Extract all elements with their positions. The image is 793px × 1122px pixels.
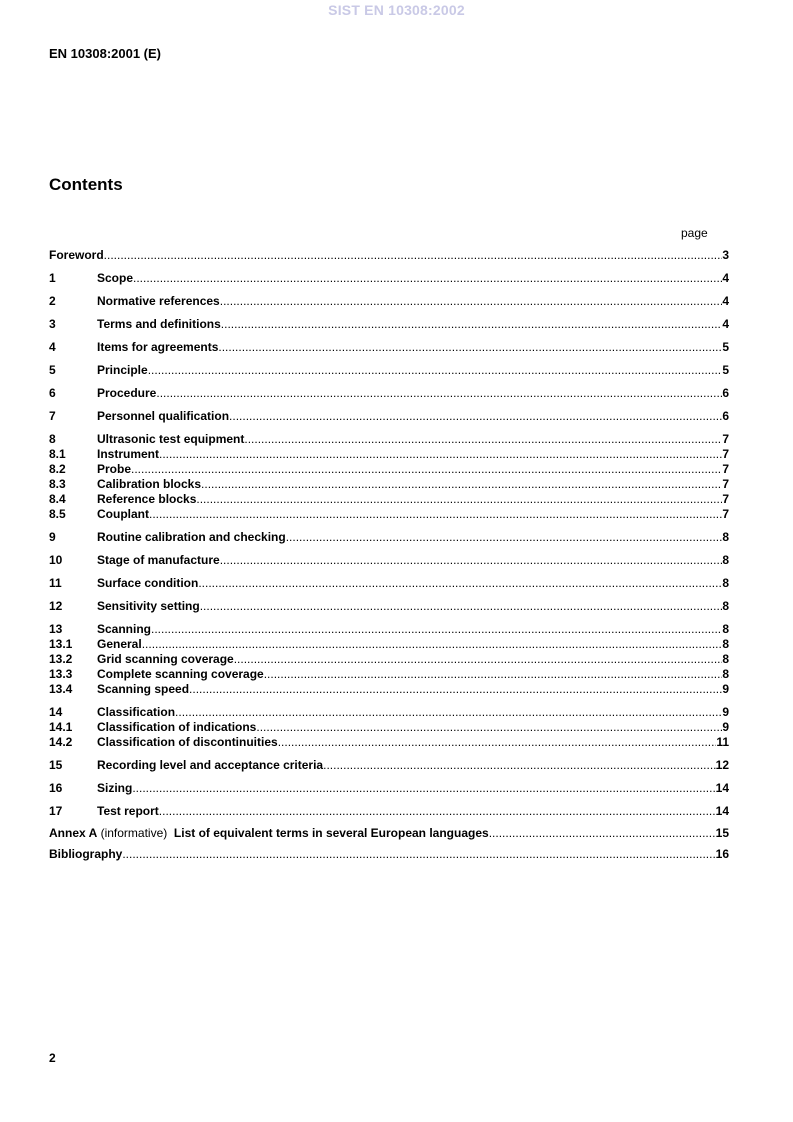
toc-entry-title [97, 576, 198, 591]
toc-entry[interactable] [49, 804, 729, 819]
toc-entry-number: 15 [49, 758, 63, 772]
toc-entry-page: 8 [722, 667, 729, 681]
toc-entry-title [49, 248, 104, 263]
toc-entry[interactable] [49, 637, 729, 652]
dot-leader [244, 432, 722, 447]
toc-entry-page: 7 [722, 447, 729, 461]
toc-entry-title-text: General [97, 637, 142, 651]
dot-leader [149, 507, 722, 522]
toc-entry-title-text: Classification of indications [97, 720, 257, 734]
toc-entry-number: 4 [49, 340, 56, 354]
toc-entry-title [97, 637, 142, 652]
toc-entry-page: 6 [722, 386, 729, 400]
dot-leader [189, 682, 722, 697]
dot-leader [220, 553, 723, 568]
toc-entry-number: 12 [49, 599, 63, 613]
toc-entry-title-text: Classification [97, 705, 176, 719]
toc-entry-number: 8.2 [49, 462, 66, 476]
toc-entry-title [97, 386, 156, 401]
toc-entry-title-text: Bibliography [49, 847, 123, 861]
toc-entry-page: 7 [722, 432, 729, 446]
toc-entry[interactable] [49, 477, 729, 492]
toc-entry-title [49, 847, 122, 862]
page-number: 2 [49, 1051, 56, 1065]
toc-entry-title [97, 622, 151, 637]
toc-entry-title [97, 340, 218, 355]
toc-entry[interactable] [49, 363, 729, 378]
toc-entry-title [97, 530, 286, 545]
dot-leader [131, 462, 722, 477]
toc-entry-page: 14 [715, 781, 729, 795]
toc-entry[interactable] [49, 530, 729, 545]
toc-entry-page: 8 [722, 530, 729, 544]
dot-leader [256, 720, 722, 735]
dot-leader [104, 248, 723, 263]
dot-leader [156, 386, 722, 401]
dot-leader [159, 447, 722, 462]
toc-entry[interactable] [49, 682, 729, 697]
toc-entry-title-text: Personnel qualification [97, 409, 230, 423]
table-of-contents [49, 248, 729, 862]
toc-entry[interactable] [49, 826, 729, 841]
toc-entry-title-text: Classification of discontinuities [97, 735, 278, 749]
toc-entry-page: 14 [715, 804, 729, 818]
toc-entry-number: 8 [49, 432, 56, 446]
toc-entry-title-text: Foreword [49, 248, 104, 262]
toc-entry-page: 9 [722, 705, 729, 719]
toc-entry[interactable] [49, 781, 729, 796]
toc-entry-title-text: Calibration blocks [97, 477, 202, 491]
toc-entry-title-text: Scanning speed [97, 682, 190, 696]
toc-entry-number: 8.4 [49, 492, 66, 506]
toc-entry-page: 11 [716, 735, 729, 749]
toc-entry-title-text: Scanning [97, 622, 152, 636]
toc-entry-title-text: Reference blocks [97, 492, 197, 506]
toc-entry-number: 10 [49, 553, 63, 567]
toc-entry-title-text: Probe [97, 462, 132, 476]
toc-entry-number: 8.3 [49, 477, 66, 491]
toc-entry-number: 6 [49, 386, 56, 400]
toc-entry-title [97, 492, 196, 507]
toc-entry-page: 7 [722, 507, 729, 521]
toc-entry[interactable] [49, 735, 729, 750]
toc-entry-title-text: Principle [97, 363, 148, 377]
toc-entry[interactable] [49, 409, 729, 424]
toc-entry[interactable] [49, 386, 729, 401]
toc-entry[interactable] [49, 294, 729, 309]
dot-leader [175, 705, 722, 720]
toc-entry-page: 7 [722, 462, 729, 476]
dot-leader [142, 637, 723, 652]
toc-entry-page: 4 [722, 317, 729, 331]
toc-entry-title-text: Procedure [97, 386, 157, 400]
toc-entry-number: 17 [49, 804, 63, 818]
dot-leader [201, 477, 722, 492]
toc-entry[interactable] [49, 462, 729, 477]
toc-entry-page: 8 [722, 637, 729, 651]
toc-entry-title [97, 409, 229, 424]
dot-leader [151, 622, 722, 637]
toc-entry-number: 13.1 [49, 637, 73, 651]
toc-entry-title [97, 553, 220, 568]
toc-entry[interactable] [49, 492, 729, 507]
toc-entry[interactable] [49, 758, 729, 773]
watermark: SIST EN 10308:2002 [328, 2, 465, 18]
toc-entry-title-text: Recording level and acceptance criteria [97, 758, 324, 772]
toc-entry[interactable] [49, 340, 729, 355]
toc-entry-title-continued: List of equivalent terms in several European languages [170, 825, 489, 840]
toc-entry-title [97, 507, 149, 522]
toc-entry-page: 12 [715, 758, 729, 772]
toc-entry-number: 11 [49, 576, 62, 590]
dot-leader [148, 363, 723, 378]
dot-leader [122, 847, 715, 862]
toc-entry-page: 8 [722, 599, 729, 613]
contents-title: Contents [49, 175, 123, 194]
toc-entry[interactable] [49, 432, 729, 447]
toc-entry-page: 8 [722, 553, 729, 567]
toc-entry-number: 13 [49, 622, 63, 636]
toc-entry-title [97, 363, 148, 378]
toc-entry-page: 15 [715, 825, 729, 840]
toc-entry-page: 9 [722, 720, 729, 734]
toc-entry-number: 5 [49, 363, 56, 377]
toc-entry-title-text: Grid scanning coverage [97, 652, 234, 666]
toc-entry[interactable] [49, 667, 729, 682]
toc-entry-title-text: Surface condition [97, 576, 199, 590]
toc-entry-number: 8.1 [49, 447, 66, 461]
toc-entry[interactable] [49, 720, 729, 735]
toc-entry-title [97, 317, 221, 332]
toc-entry[interactable] [49, 847, 729, 862]
dot-leader [489, 826, 716, 841]
toc-entry-page: 9 [722, 682, 729, 696]
toc-entry-title-text: Couplant [97, 507, 149, 521]
dot-leader [220, 294, 723, 309]
toc-entry-title [97, 271, 133, 286]
toc-entry-number: 13.4 [49, 682, 73, 696]
toc-entry-number: 2 [49, 294, 56, 308]
document-id: EN 10308:2001 (E) [49, 46, 162, 61]
toc-entry-page: 7 [722, 477, 729, 491]
dot-leader [196, 492, 722, 507]
toc-entry-title [97, 432, 244, 447]
page-column-label: page [681, 226, 708, 240]
toc-entry-title-text: Sensitivity setting [97, 599, 200, 613]
dot-leader [133, 271, 722, 286]
toc-entry-title [97, 477, 201, 492]
toc-entry-title [97, 720, 256, 735]
toc-entry[interactable] [49, 447, 729, 462]
toc-entry[interactable] [49, 652, 729, 667]
toc-entry-title [97, 758, 323, 773]
toc-entry[interactable] [49, 599, 729, 614]
toc-entry-page: 16 [715, 847, 729, 861]
toc-entry-title [97, 294, 220, 309]
toc-entry-title-text: Normative references [97, 294, 220, 308]
toc-entry[interactable] [49, 248, 729, 263]
dot-leader [198, 576, 722, 591]
toc-entry-page: 3 [722, 248, 729, 262]
toc-entry[interactable] [49, 553, 729, 568]
toc-entry-page: 4 [722, 294, 729, 308]
toc-entry[interactable] [49, 705, 729, 720]
toc-entry-number: 14.1 [49, 720, 73, 734]
toc-entry-page: 8 [722, 622, 729, 636]
toc-entry-title [97, 735, 278, 750]
dot-leader [218, 340, 722, 355]
toc-entry-number: 9 [49, 530, 56, 544]
dot-leader [200, 599, 723, 614]
toc-entry-number: 8.5 [49, 507, 66, 521]
toc-entry-page: 6 [722, 409, 729, 423]
dot-leader [286, 530, 723, 545]
dot-leader [234, 652, 723, 667]
toc-entry-number: 7 [49, 409, 56, 423]
toc-entry-title-text: Ultrasonic test equipment [97, 432, 245, 446]
toc-entry-title-text: Routine calibration and checking [97, 530, 286, 544]
toc-entry[interactable] [49, 576, 729, 591]
dot-leader [264, 667, 723, 682]
toc-entry-title-text: Terms and definitions [97, 317, 221, 331]
toc-entry-title [97, 804, 159, 819]
toc-entry-number: 13.3 [49, 667, 73, 681]
toc-entry-title [97, 462, 131, 477]
toc-entry-title [97, 667, 264, 682]
toc-entry-title-text: Annex A [49, 825, 98, 840]
toc-entry-page: 7 [722, 492, 729, 506]
toc-entry-number: 14.2 [49, 735, 73, 749]
toc-entry-number: 16 [49, 781, 63, 795]
toc-entry-page: 5 [722, 363, 729, 377]
toc-entry-title-text: Instrument [97, 447, 160, 461]
toc-entry-page: 4 [722, 271, 729, 285]
dot-leader [229, 409, 722, 424]
toc-entry-title [49, 826, 489, 841]
toc-entry-page: 5 [722, 340, 729, 354]
toc-entry-title-text: Sizing [97, 781, 133, 795]
toc-entry-title [97, 682, 189, 697]
toc-entry[interactable] [49, 507, 729, 522]
toc-entry-title-text: Items for agreements [97, 340, 219, 354]
toc-entry-page: 8 [722, 652, 729, 666]
dot-leader [323, 758, 716, 773]
toc-entry-title [97, 447, 159, 462]
toc-entry-title [97, 652, 234, 667]
toc-entry-number: 13.2 [49, 652, 73, 666]
toc-entry-title-text: Stage of manufacture [97, 553, 220, 567]
toc-entry-page: 8 [722, 576, 729, 590]
toc-entry-number: 14 [49, 705, 63, 719]
toc-entry-title [97, 599, 200, 614]
dot-leader [221, 317, 723, 332]
dot-leader [132, 781, 715, 796]
toc-entry-title-text: Complete scanning coverage [97, 667, 264, 681]
toc-entry-title-text: Scope [97, 271, 134, 285]
toc-entry-number: 1 [49, 271, 56, 285]
toc-entry[interactable] [49, 317, 729, 332]
toc-entry-title [97, 781, 132, 796]
toc-entry-number: 3 [49, 317, 56, 331]
toc-entry-title-text: Test report [97, 804, 159, 818]
toc-entry[interactable] [49, 622, 729, 637]
toc-entry-title [97, 705, 175, 720]
toc-entry-note: (informative) [97, 825, 171, 840]
dot-leader [278, 735, 717, 750]
dot-leader [159, 804, 716, 819]
toc-entry[interactable] [49, 271, 729, 286]
